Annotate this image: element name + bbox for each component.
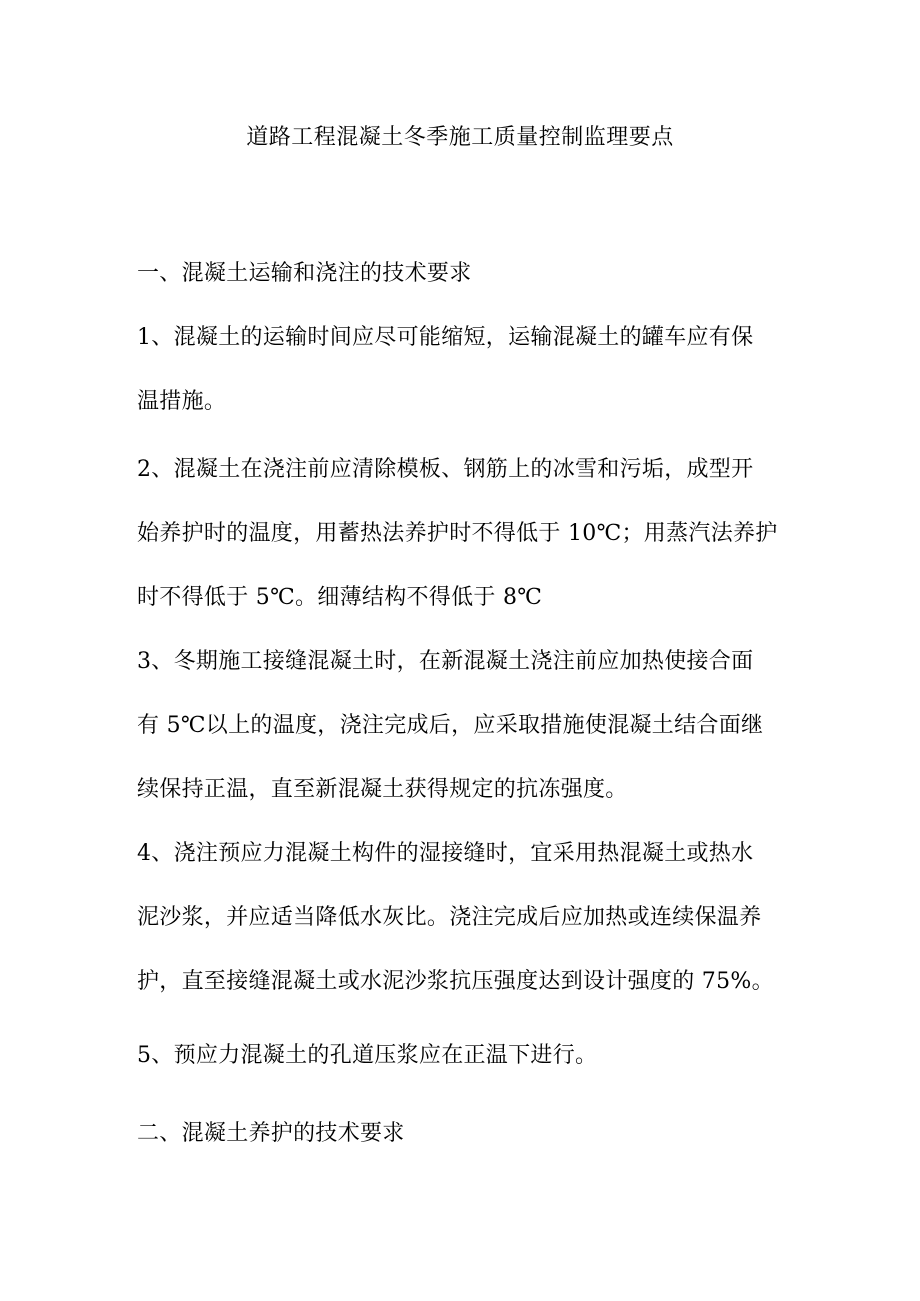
paragraph-line: 泥沙浆，并应适当降低水灰比。浇注完成后应加热或连续保温养 (137, 905, 762, 930)
document-title: 道路工程混凝土冬季施工质量控制监理要点 (246, 125, 674, 150)
section-heading-1: 一、混凝土运输和浇注的技术要求 (137, 261, 472, 286)
paragraph-line: 时不得低于 5℃。细薄结构不得低于 8℃ (137, 585, 543, 610)
paragraph-line: 5、预应力混凝土的孔道压浆应在正温下进行。 (137, 1043, 598, 1068)
paragraph-line: 护，直至接缝混凝土或水泥沙浆抗压强度达到设计强度的 75%。 (137, 969, 774, 994)
paragraph-line: 续保持正温，直至新混凝土获得规定的抗冻强度。 (137, 777, 628, 802)
section-heading-2: 二、混凝土养护的技术要求 (137, 1121, 405, 1146)
paragraph-line: 2、混凝土在浇注前应清除模板、钢筋上的冰雪和污垢，成型开 (137, 457, 754, 482)
paragraph-line: 4、浇注预应力混凝土构件的湿接缝时，宜采用热混凝土或热水 (137, 841, 754, 866)
paragraph-line: 有 5℃以上的温度，浇注完成后，应采取措施使混凝土结合面继 (137, 713, 764, 738)
paragraph-line: 1、混凝土的运输时间应尽可能缩短，运输混凝土的罐车应有保 (137, 325, 754, 350)
paragraph-line: 始养护时的温度，用蓄热法养护时不得低于 10℃；用蒸汽法养护 (137, 521, 778, 546)
paragraph-line: 3、冬期施工接缝混凝土时，在新混凝土浇注前应加热使接合面 (137, 649, 754, 674)
paragraph-line: 温措施。 (137, 389, 227, 414)
